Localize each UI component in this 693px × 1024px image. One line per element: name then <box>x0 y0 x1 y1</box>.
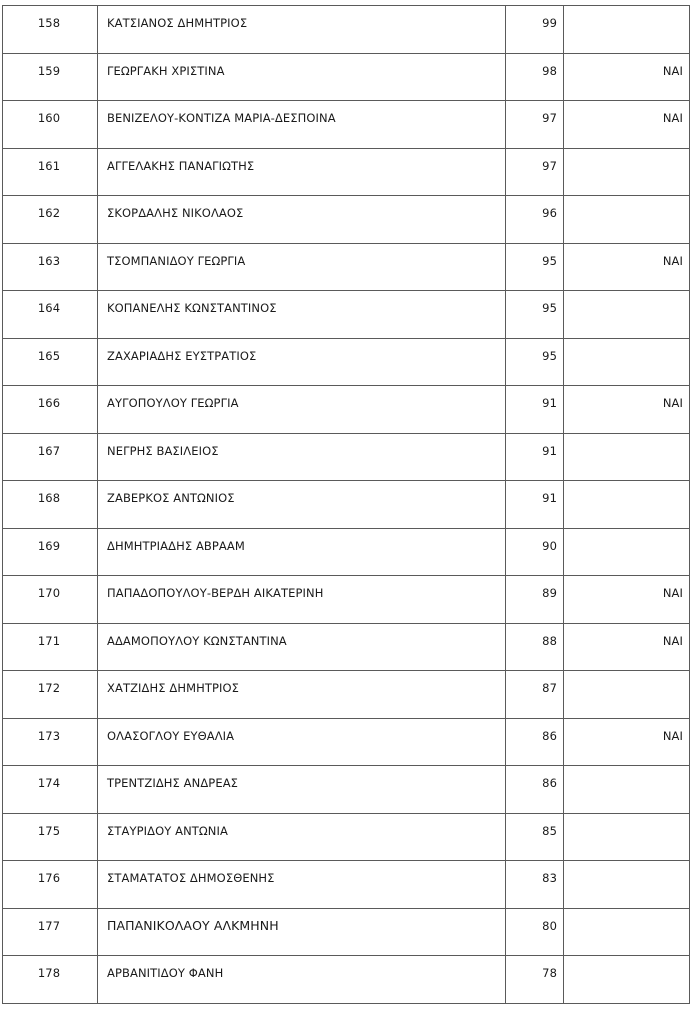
score-cell <box>506 766 564 814</box>
candidate-name: ΚΑΤΣΙΑΝΟΣ ΔΗΜΗΤΡΙΟΣ <box>107 16 248 30</box>
name-cell <box>98 338 506 386</box>
flag-cell <box>564 196 690 244</box>
score-value: 91 <box>542 491 557 505</box>
score-cell <box>506 386 564 434</box>
score-cell <box>506 813 564 861</box>
score-value: 91 <box>542 443 557 458</box>
score-cell <box>506 291 564 339</box>
score-cell <box>506 671 564 719</box>
row-number: 174 <box>37 776 61 790</box>
table-row <box>3 956 690 1004</box>
table-row <box>3 813 690 861</box>
flag-cell <box>564 433 690 481</box>
row-number: 173 <box>37 728 61 743</box>
candidate-name: ΣΤΑΥΡΙΔΟΥ ΑΝΤΩΝΙΑ <box>107 823 228 838</box>
candidate-name: ΣΤΑΜΑΤΑΤΟΣ ΔΗΜΟΣΘΕΝΗΣ <box>107 871 275 885</box>
flag-cell <box>564 671 690 719</box>
name-cell <box>98 148 506 196</box>
flag-cell <box>564 718 690 766</box>
score-value: 91 <box>542 396 557 410</box>
score-value: 86 <box>542 728 557 743</box>
candidate-name: ΧΑΤΖΙΔΗΣ ΔΗΜΗΤΡΙΟΣ <box>107 681 240 695</box>
flag-cell <box>564 576 690 624</box>
row-number-cell <box>3 576 98 624</box>
name-cell <box>98 291 506 339</box>
row-number-cell <box>3 861 98 909</box>
row-number-cell <box>3 623 98 671</box>
row-number-cell <box>3 53 98 101</box>
row-number: 176 <box>37 871 61 885</box>
row-number: 160 <box>37 111 61 125</box>
row-number-cell <box>3 338 98 386</box>
flag-cell <box>564 528 690 576</box>
table-row <box>3 101 690 149</box>
table-row <box>3 908 690 956</box>
table-row <box>3 6 690 54</box>
row-number-cell <box>3 6 98 54</box>
flag-value <box>564 529 689 539</box>
row-number-cell <box>3 671 98 719</box>
table-row <box>3 623 690 671</box>
row-number: 171 <box>37 633 61 648</box>
name-cell <box>98 671 506 719</box>
score-value: 99 <box>542 16 557 30</box>
table-row <box>3 386 690 434</box>
row-number: 161 <box>37 158 61 173</box>
score-value: 90 <box>542 538 557 553</box>
row-number: 169 <box>37 538 61 553</box>
flag-value <box>564 766 689 776</box>
candidate-name: ΑΔΑΜΟΠΟΥΛΟΥ ΚΩΝΣΤΑΝΤΙΝΑ <box>107 633 287 648</box>
flag-cell <box>564 291 690 339</box>
row-number-cell <box>3 813 98 861</box>
row-number-cell <box>3 481 98 529</box>
table-row <box>3 481 690 529</box>
score-cell <box>506 433 564 481</box>
flag-cell <box>564 386 690 434</box>
table-row <box>3 718 690 766</box>
name-cell <box>98 53 506 101</box>
candidate-name: ΝΕΓΡΗΣ ΒΑΣΙΛΕΙΟΣ <box>107 443 219 458</box>
name-cell <box>98 861 506 909</box>
flag-cell <box>564 101 690 149</box>
flag-value <box>564 909 689 919</box>
table-row <box>3 433 690 481</box>
ranking-table-body <box>3 6 690 1004</box>
row-number: 172 <box>37 681 61 695</box>
flag-value <box>564 6 689 16</box>
candidate-name: ΖΑΒΕΡΚΟΣ ΑΝΤΩΝΙΟΣ <box>107 491 235 505</box>
table-row <box>3 196 690 244</box>
row-number-cell <box>3 718 98 766</box>
row-number: 162 <box>37 206 61 220</box>
row-number-cell <box>3 386 98 434</box>
name-cell <box>98 528 506 576</box>
flag-value: ΝΑΙ <box>662 111 683 125</box>
score-cell <box>506 101 564 149</box>
flag-value: ΝΑΙ <box>662 586 683 600</box>
score-cell <box>506 528 564 576</box>
row-number: 165 <box>37 348 61 363</box>
row-number-cell <box>3 908 98 956</box>
candidate-name: ΤΣΟΜΠΑΝΙΔΟΥ ΓΕΩΡΓΙΑ <box>107 253 246 268</box>
table-row <box>3 528 690 576</box>
row-number-cell <box>3 956 98 1004</box>
score-value: 97 <box>542 158 557 173</box>
name-cell <box>98 766 506 814</box>
table-row <box>3 291 690 339</box>
table-row <box>3 338 690 386</box>
table-row <box>3 861 690 909</box>
ranking-table <box>2 5 690 1004</box>
score-cell <box>506 196 564 244</box>
name-cell <box>98 243 506 291</box>
score-cell <box>506 148 564 196</box>
name-cell <box>98 956 506 1004</box>
candidate-name: ΚΟΠΑΝΕΛΗΣ ΚΩΝΣΤΑΝΤΙΝΟΣ <box>107 301 277 315</box>
candidate-name: ΑΥΓΟΠΟΥΛΟΥ ΓΕΩΡΓΙΑ <box>107 396 239 410</box>
candidate-name: ΑΡΒΑΝΙΤΙΔΟΥ ΦΑΝΗ <box>107 966 224 980</box>
score-cell <box>506 243 564 291</box>
table-row <box>3 53 690 101</box>
name-cell <box>98 386 506 434</box>
name-cell <box>98 101 506 149</box>
score-cell <box>506 718 564 766</box>
row-number-cell <box>3 766 98 814</box>
flag-value <box>564 671 689 681</box>
row-number: 177 <box>37 918 61 933</box>
table-row <box>3 766 690 814</box>
flag-value: ΝΑΙ <box>662 728 683 743</box>
flag-value: ΝΑΙ <box>662 253 683 268</box>
flag-value: ΝΑΙ <box>662 63 683 78</box>
score-value: 96 <box>542 206 557 220</box>
row-number-cell <box>3 148 98 196</box>
flag-value <box>564 339 689 349</box>
score-value: 78 <box>542 966 557 980</box>
flag-value <box>564 434 689 444</box>
flag-cell <box>564 481 690 529</box>
flag-value <box>564 956 689 966</box>
row-number: 170 <box>37 586 61 600</box>
row-number: 159 <box>37 63 61 78</box>
flag-value <box>564 196 689 206</box>
candidate-name: ΖΑΧΑΡΙΑΔΗΣ ΕΥΣΤΡΑΤΙΟΣ <box>107 348 257 363</box>
name-cell <box>98 908 506 956</box>
flag-value: ΝΑΙ <box>662 396 683 410</box>
name-cell <box>98 623 506 671</box>
row-number: 168 <box>37 491 61 505</box>
name-cell <box>98 196 506 244</box>
table-row <box>3 243 690 291</box>
flag-cell <box>564 861 690 909</box>
score-cell <box>506 623 564 671</box>
candidate-name: ΔΗΜΗΤΡΙΑΔΗΣ ΑΒΡΑΑΜ <box>107 538 245 553</box>
row-number-cell <box>3 196 98 244</box>
score-value: 87 <box>542 681 557 695</box>
candidate-name: ΠΑΠΑΔΟΠΟΥΛΟΥ-ΒΕΡΔΗ ΑΙΚΑΤΕΡΙΝΗ <box>107 586 324 600</box>
row-number: 175 <box>37 823 61 838</box>
score-cell <box>506 6 564 54</box>
score-value: 95 <box>542 253 557 268</box>
flag-cell <box>564 623 690 671</box>
flag-value: ΝΑΙ <box>662 633 683 648</box>
flag-value <box>564 149 689 159</box>
score-value: 80 <box>542 918 557 933</box>
row-number-cell <box>3 433 98 481</box>
flag-cell <box>564 908 690 956</box>
candidate-name: ΑΓΓΕΛΑΚΗΣ ΠΑΝΑΓΙΩΤΗΣ <box>107 158 255 173</box>
row-number-cell <box>3 291 98 339</box>
name-cell <box>98 718 506 766</box>
score-value: 95 <box>542 348 557 363</box>
candidate-name: ΓΕΩΡΓΑΚΗ ΧΡΙΣΤΙΝΑ <box>107 63 225 78</box>
score-value: 86 <box>542 776 557 790</box>
table-row <box>3 148 690 196</box>
score-cell <box>506 576 564 624</box>
flag-cell <box>564 243 690 291</box>
score-cell <box>506 956 564 1004</box>
candidate-name: ΠΑΠΑΝΙΚΟΛΑΟΥ ΑΛΚΜΗΝΗ <box>107 917 279 933</box>
name-cell <box>98 576 506 624</box>
flag-value <box>564 814 689 824</box>
row-number: 158 <box>37 16 61 30</box>
score-value: 98 <box>542 63 557 78</box>
row-number-cell <box>3 101 98 149</box>
score-cell <box>506 908 564 956</box>
flag-value <box>564 481 689 491</box>
score-value: 85 <box>542 823 557 838</box>
flag-value <box>564 291 689 301</box>
flag-cell <box>564 148 690 196</box>
score-value: 88 <box>542 633 557 648</box>
score-cell <box>506 861 564 909</box>
score-cell <box>506 481 564 529</box>
flag-cell <box>564 766 690 814</box>
name-cell <box>98 481 506 529</box>
flag-value <box>564 861 689 871</box>
flag-cell <box>564 956 690 1004</box>
flag-cell <box>564 338 690 386</box>
row-number: 167 <box>37 443 61 458</box>
table-row <box>3 671 690 719</box>
table-row <box>3 576 690 624</box>
row-number-cell <box>3 528 98 576</box>
name-cell <box>98 813 506 861</box>
candidate-name: ΣΚΟΡΔΑΛΗΣ ΝΙΚΟΛΑΟΣ <box>107 206 244 220</box>
score-cell <box>506 53 564 101</box>
flag-cell <box>564 6 690 54</box>
row-number: 166 <box>37 396 61 410</box>
score-value: 89 <box>542 586 557 600</box>
flag-cell <box>564 813 690 861</box>
candidate-name: ΤΡΕΝΤΖΙΔΗΣ ΑΝΔΡΕΑΣ <box>107 776 239 790</box>
row-number: 178 <box>37 966 61 980</box>
name-cell <box>98 433 506 481</box>
row-number: 163 <box>37 253 61 268</box>
score-value: 97 <box>542 111 557 125</box>
name-cell <box>98 6 506 54</box>
candidate-name: ΟΛΑΣΟΓΛΟΥ ΕΥΘΑΛΙΑ <box>107 728 235 743</box>
row-number: 164 <box>37 301 61 315</box>
score-value: 95 <box>542 301 557 315</box>
score-value: 83 <box>542 871 557 885</box>
row-number-cell <box>3 243 98 291</box>
candidate-name: ΒΕΝΙΖΕΛΟΥ-ΚΟΝΤΙΖΑ ΜΑΡΙΑ-ΔΕΣΠΟΙΝΑ <box>107 111 336 125</box>
flag-cell <box>564 53 690 101</box>
score-cell <box>506 338 564 386</box>
